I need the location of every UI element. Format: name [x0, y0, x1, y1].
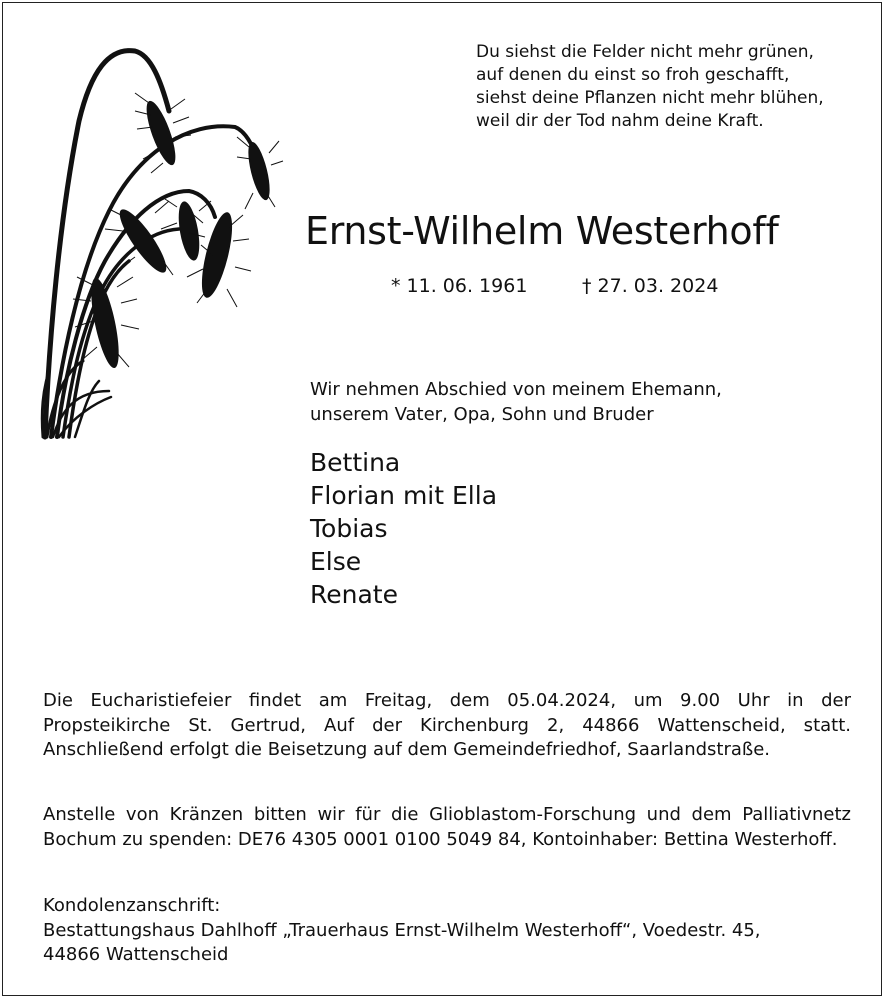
intro-line: Wir nehmen Abschied von meinem Ehemann, [310, 379, 722, 400]
family-member: Else [310, 547, 362, 576]
poem-line: auf denen du einst so froh geschafft, [476, 65, 790, 85]
family-member: Renate [310, 580, 398, 609]
poem-line: weil dir der Tod nahm deine Kraft. [476, 111, 764, 131]
death-date: † 27. 03. 2024 [582, 275, 719, 297]
birth-date: * 11. 06. 1961 [391, 275, 528, 297]
obituary-frame [2, 2, 882, 996]
deceased-name: Ernst-Wilhelm Westerhoff [305, 209, 779, 253]
family-member: Bettina [310, 448, 401, 477]
life-dates [391, 271, 719, 301]
condolence-address-line: 44866 Wattenscheid [43, 944, 229, 965]
condolence-label: Kondolenzanschrift: [43, 895, 221, 916]
condolence-address [43, 894, 851, 968]
service-paragraph: Die Eucharistiefeier findet am Freitag, dem 05.04.2024, um 9.00 Uhr in der Propsteikirche St. Gertrud, Auf der Kirchenburg 2, 44866 Wattenscheid, statt. Anschließend erfolgt die Beisetzung auf dem Gemeindefriedhof, Saarlandstraße. [43, 690, 851, 760]
wheat-icon [39, 41, 289, 441]
family-member: Florian mit Ella [310, 481, 498, 510]
poem [476, 41, 876, 133]
condolence-address-line: Bestattungshaus Dahlhoff „Trauerhaus Ernst-Wilhelm Westerhoff“, Voedestr. 45, [43, 919, 761, 941]
poem-line: siehst deine Pflanzen nicht mehr blühen, [476, 88, 824, 108]
family-member: Tobias [310, 514, 388, 543]
farewell-intro [310, 377, 722, 427]
poem-line: Du siehst die Felder nicht mehr grünen, [476, 42, 814, 62]
donation-paragraph: Anstelle von Kränzen bitten wir für die Glioblastom-Forschung und dem Palliativnetz Bochum zu spenden: DE76 4305 0001 0100 5049 84, Kontoinhaber: Bettina Westerhoff. [43, 804, 851, 850]
intro-line: unserem Vater, Opa, Sohn und Bruder [310, 404, 654, 425]
family-list [310, 446, 497, 611]
